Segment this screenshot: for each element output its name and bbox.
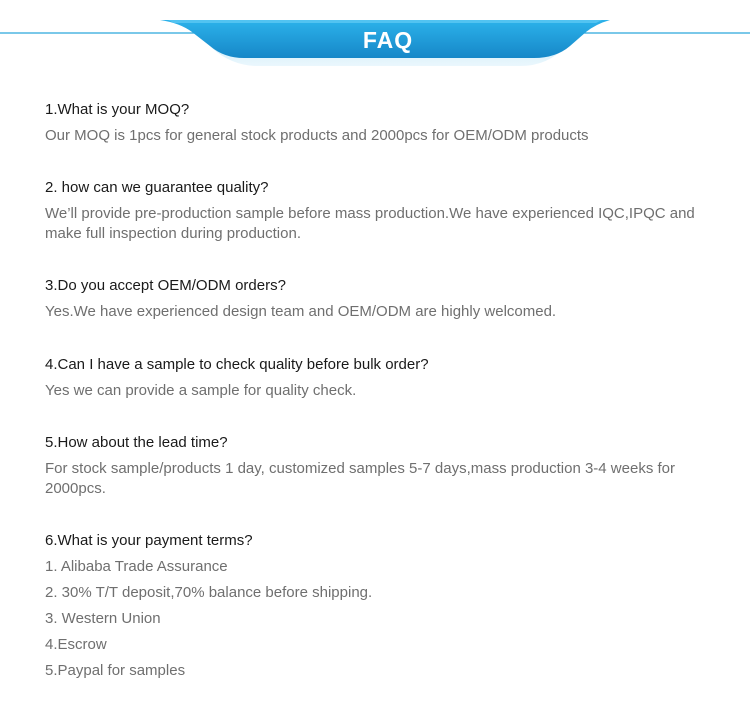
faq-answer-line: 1. Alibaba Trade Assurance (45, 558, 228, 575)
faq-answer-line: 4.Escrow (45, 636, 107, 653)
faq-header-banner (0, 0, 750, 80)
faq-answer: For stock sample/products 1 day, customized samples 5-7 days,mass production 3-4 weeks for 2000pcs. (45, 460, 675, 497)
faq-list (45, 100, 725, 687)
faq-answer: Yes we can provide a sample for quality check. (45, 382, 357, 399)
faq-item-moq (45, 100, 725, 178)
faq-item-payment-terms (45, 531, 725, 681)
faq-item-lead-time (45, 433, 725, 531)
faq-question: 5.How about the lead time? (45, 434, 228, 451)
faq-answer-line: 2. 30% T/T deposit,70% balance before shipping. (45, 584, 373, 601)
faq-item-sample (45, 355, 725, 433)
faq-question: 1.What is your MOQ? (45, 101, 190, 118)
faq-question: 2. how can we guarantee quality? (45, 179, 269, 196)
faq-answer-line: 5.Paypal for samples (45, 662, 186, 679)
faq-item-quality (45, 178, 725, 276)
page-title: FAQ (362, 27, 414, 53)
faq-answer: Our MOQ is 1pcs for general stock products and 2000pcs for OEM/ODM products (45, 127, 589, 144)
faq-question: 6.What is your payment terms? (45, 532, 253, 549)
faq-answer: We’ll provide pre-production sample before mass production.We have experienced IQC,IPQC and make full inspection during production. (45, 205, 695, 242)
faq-question: 3.Do you accept OEM/ODM orders? (45, 277, 286, 294)
faq-answer: Yes.We have experienced design team and OEM/ODM are highly welcomed. (45, 303, 557, 320)
faq-answer-line: 3. Western Union (45, 610, 161, 627)
faq-item-oem-odm (45, 276, 725, 355)
faq-question: 4.Can I have a sample to check quality before bulk order? (45, 356, 429, 373)
